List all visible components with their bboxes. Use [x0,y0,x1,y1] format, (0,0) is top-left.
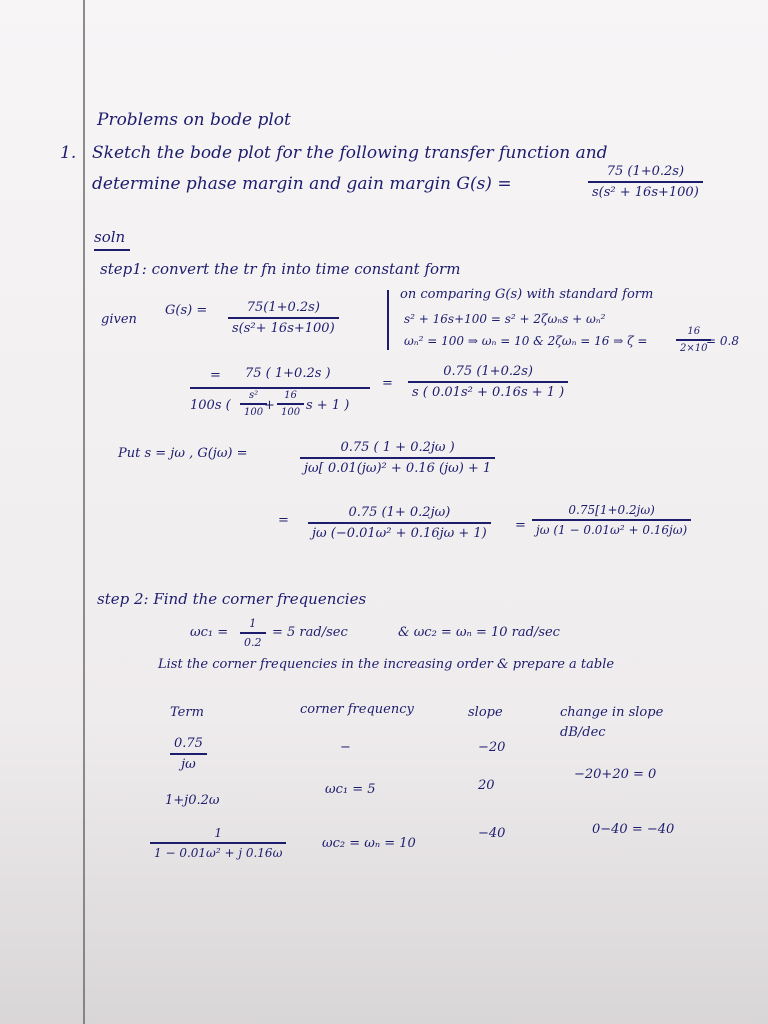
table-row-3-term [150,826,286,860]
soln-label: soln [94,228,126,246]
g-label: G(s) = [165,303,208,318]
table-row-2-change: −20+20 = 0 [574,767,657,782]
row3-term-num: 1 [214,826,222,840]
given-tf-den: s(s²+ 16s+100) [232,320,335,336]
p3-den: jω (1 − 0.01ω² + 0.16jω) [536,522,688,537]
tc-f2-num: 16 [284,390,297,401]
wc1-label: ωc₁ = [190,625,229,640]
step2-title: step 2: Find the corner frequencies [97,590,367,608]
tc-den-suffix: s + 1 ) [306,398,350,413]
margin-line [83,0,85,1024]
comparing-line-2: s² + 16s+100 = s² + 2ζωₙs + ωₙ² [404,312,606,326]
zeta-value: = 0.8 [706,334,739,348]
given-tf [228,300,339,336]
table-row-2-slope: 20 [478,778,495,793]
list-line: List the corner frequencies in the increasing order & prepare a table [158,657,615,672]
question-number: 1. [60,143,77,163]
zeta-num: 16 [687,326,701,337]
table-header-change: change in slope dB/dec [560,705,664,740]
p1-num: 0.75 ( 1 + 0.2jω ) [340,440,455,455]
divider-line [387,290,389,350]
comparing-line-1: on comparing G(s) with standard form [400,287,654,302]
tf-denominator: s(s² + 16s+100) [592,184,699,200]
put-expression-2 [308,505,491,541]
table-row-3-corner: ωc₂ = ωₙ = 10 [322,836,416,851]
transfer-function [588,164,703,200]
p2-num: 0.75 (1+ 0.2jω) [348,505,451,520]
equals-sign-4: = [515,518,526,533]
table-header-corner: corner frequency [300,702,414,717]
given-label: given [101,312,137,327]
table-header-term: Term [170,705,204,720]
page-heading: Problems on bode plot [97,110,291,130]
comparing-line-3: ωₙ² = 100 ⇒ ωₙ = 10 & 2ζωₙ = 16 ⇒ ζ = [404,334,648,348]
tc-f2-den: 100 [281,406,301,418]
wc1-value: = 5 rad/sec [272,625,348,640]
question-line-1: Sketch the bode plot for the following transfer function and [92,143,608,163]
table-row-3-slope: −40 [478,826,506,841]
table-row-1-corner: − [340,740,351,755]
tc-f1-den: 100 [244,406,264,418]
tc-f1-num: s² [248,390,259,401]
question-line-2: determine phase margin and gain margin G(s) = [92,174,512,194]
table-header-slope: slope [468,705,503,720]
tc-plus: + [264,398,275,413]
step1-title: step1: convert the tr fn into time constant form [100,260,461,278]
tc-numerator: 75 ( 1+0.2s ) [245,366,331,381]
tc-simplified [408,364,568,400]
tc-sub-fraction-2 [277,390,304,418]
wc1-den: 0.2 [244,635,262,649]
p1-den: jω[ 0.01(jω)² + 0.16 (jω) + 1 [304,460,492,476]
tf-numerator: 75 (1+0.2s) [606,164,685,179]
put-label: Put s = jω , G(jω) = [118,446,248,461]
zeta-den: 2×10 [680,342,708,354]
table-row-1-term [170,736,207,772]
wc1-num: 1 [249,617,257,630]
put-expression-1 [300,440,495,476]
put-expression-3 [532,503,691,537]
soln-underline [94,249,130,251]
table-row-2-term: 1+j0.2ω [165,793,220,808]
tc-fraction-bar [190,387,370,389]
p3-num: 0.75[1+0.2jω) [568,503,655,517]
given-tf-num: 75(1+0.2s) [246,300,320,315]
tc-den-prefix: 100s ( [190,398,231,413]
equals-sign-3: = [278,513,289,528]
row1-term-den: jω [181,756,196,772]
p2-den: jω (−0.01ω² + 0.16jω + 1) [312,525,487,541]
tc2-den: s ( 0.01s² + 0.16s + 1 ) [412,384,565,400]
wc1-fraction [240,617,266,649]
table-row-3-change: 0−40 = −40 [592,822,675,837]
row1-term-num: 0.75 [174,736,203,751]
table-row-2-corner: ωc₁ = 5 [325,782,376,797]
tc2-num: 0.75 (1+0.2s) [443,364,533,379]
equals-sign: = [210,368,221,383]
row3-term-den: 1 − 0.01ω² + j 0.16ω [154,845,283,860]
equals-sign-2: = [382,376,393,391]
table-row-1-slope: −20 [478,740,506,755]
wc2-text: & ωc₂ = ωₙ = 10 rad/sec [398,625,560,640]
